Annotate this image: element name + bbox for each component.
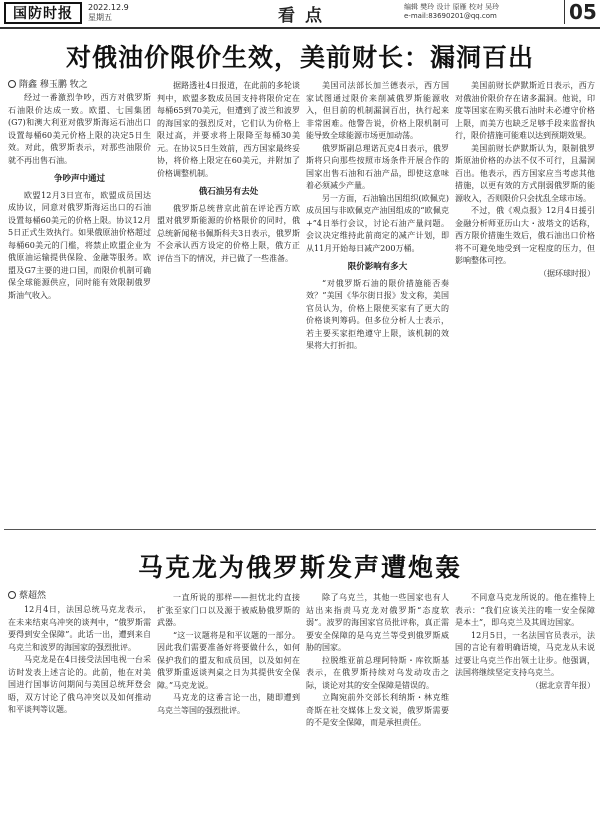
article-divider	[4, 529, 596, 530]
article1-paragraph: 另一方面，石油输出国组织(欧佩克)成员国与非欧佩克产油国组成的“欧佩克+”4日举行会议，讨论石油产量问题。会议决定维持此前商定的减产计划，即从11月开始每日减产200万桶。	[306, 193, 449, 253]
article2-paragraph: “这一议题将是和平议题的一部分。因此我们需要准备好将要做什么，如何保护我们的盟友和成员国，以及如何在俄罗斯重返谈判桌之日为其提供安全保障。”马克龙说。	[157, 630, 300, 690]
article1-paragraph: 美国前财长萨默斯认为，限制俄罗斯原油价格的办法不仅不可行，且漏洞百出。他表示，西方国家应当考虑其他措施，以更有效的方式削弱俄罗斯的能源收入，否则限价只会扰乱全球市场。	[455, 143, 595, 203]
masthead-rule	[0, 27, 600, 29]
editor-names: 编辑 樊玲 设计 原雁 校对 吴玲	[404, 3, 500, 11]
article2-paragraph: 一直所说的那样——担忧北约直接扩张至家门口以及源于被威胁俄罗斯的武器。	[157, 593, 300, 627]
issue-date-value: 2022.12.9	[88, 3, 129, 12]
article2-paragraph: 立陶宛前外交部长利纳斯・林克维奇斯在社交媒体上发文说，俄罗斯需要的不是安全保障，而是承担责任。	[306, 693, 449, 727]
article2-column-1	[8, 604, 151, 824]
article1-paragraph: 欧盟12月3日宣布，欧盟成员国达成协议，同意对俄罗斯海运出口的石油设置每桶60美元的价格上限。协议12月5日正式生效执行。如果俄原油价格超过每桶60美元的门槛，将禁止欧盟企业为俄原油运输提供保险、金融等服务。欧盟及G7主要的进口国，而限价机制可确保全球能源供应，同时能有效限制俄罗斯油气收入。	[8, 190, 151, 300]
article1-paragraph: 美国司法部长加兰德表示，西方国家试图通过限价来削减俄罗斯能源收入，但目前的机制漏洞百出，执行起来非常困难。他警告说，价格上限机制可能导致全球能源市场更加动荡。	[306, 81, 449, 140]
article1-paragraph: “对俄罗斯石油的限价措施能否奏效？”美国《华尔街日报》发文称，美国官员认为，价格上限使买家有了更大的价格谈判筹码。但多位分析人士表示，若主要买家拒绝遵守上限，该机制的效果将大打折扣。	[306, 278, 449, 350]
article1-subhead-1: 争吵声中通过	[53, 174, 105, 184]
newspaper-logo: 国防时报	[4, 2, 82, 24]
article2-column-4	[455, 592, 595, 824]
article1-paragraph: 据路透社4日报道，在此前的多轮谈判中，欧盟多数成员国支持将限价定在每桶65到70美元，但遭到了波兰和波罗的海国家的强烈反对，它们认为价格上限过高，并要求将上限降至每桶30美元。在协议5日生效前，西方国家最终妥协，将价格上限定在60美元，并附加了价格调整机制。	[157, 81, 300, 178]
article1-paragraph: 经过一番激烈争吵，西方对俄罗斯石油限价达成一致。欧盟、七国集团(G7)和澳大利亚对俄罗斯海运石油出口设置每桶60美元价格上限的决定5日生效。对此，俄罗斯表示，对那些油限价就不再出售石油。	[8, 93, 151, 165]
article2-paragraph: 不同意马克龙所说的。他在推特上表示：“我们应该关注的唯一安全保障是本土”，即乌克兰及其周边国家。	[455, 593, 595, 627]
article1-credit: （据环球时报）	[539, 268, 595, 278]
section-title: 看点	[278, 6, 332, 26]
article1-subhead-3: 限价影响有多大	[347, 262, 408, 272]
article2-byline-text: 蔡超然	[19, 591, 47, 601]
article2-byline	[8, 588, 46, 601]
masthead	[0, 0, 600, 28]
byline-marker-icon	[8, 80, 16, 88]
article1-column-1	[8, 92, 151, 526]
article1-subhead-2: 俄石油另有去处	[198, 187, 259, 197]
article1-column-4	[455, 80, 595, 526]
article1-column-2	[157, 80, 300, 526]
article1-headline: 对俄油价限价生效，美前财长：漏洞百出	[65, 43, 534, 72]
article1-paragraph: 俄罗斯副总理诺瓦克4日表示，俄罗斯将只向那些按照市场条件开展合作的国家出售石油和石油产品，即使这意味着必须减少产量。	[306, 143, 449, 190]
article2-paragraph: 12月5日，一名法国官员表示，法国的言论有着明确语境，马克龙从未说过要让乌克兰作出领土让步。他强调，法国将继续坚定支持乌克兰。	[455, 630, 595, 677]
editor-credits	[404, 3, 499, 21]
article2-paragraph: 马克龙的这番言论一出，随即遭到乌克兰等国的强烈批评。	[157, 693, 300, 715]
page-number: 05	[564, 0, 597, 24]
editor-email: e-mail:83690201@qq.com	[404, 12, 497, 20]
article2-column-3	[306, 592, 449, 824]
issue-weekday: 星期五	[88, 13, 112, 22]
article2-credit: （据北京青年报）	[531, 680, 595, 690]
article1-paragraph: 俄罗斯总统普京此前在评论西方欧盟对俄罗斯能源的价格限价的同时，俄总统新闻秘书佩斯科夫3日表示，俄罗斯不会承认西方设定的价格上限，俄方正评估当下的情况，并已做了一些准备。	[157, 203, 300, 263]
article2-paragraph: 马克龙是在4日接受法国电视一台采访时发表上述言论的。此前，他在对美国进行国事访问期间与美国总统拜登会晤，双方讨论了俄乌冲突以及如何推动和平谈判等议题。	[8, 655, 151, 714]
article2-paragraph: 拉脱维亚前总理阿特斯・库钦斯基表示，在俄罗斯持续对乌发动攻击之际，谈论对其的安全保障是错误的。	[306, 655, 449, 690]
article2-paragraph: 除了乌克兰，其他一些国家也有人站出来指责马克龙对俄罗斯“态度软弱”。波罗的海国家官员批评称，真正需要安全保障的是乌克兰等受到俄罗斯威胁的国家。	[306, 593, 449, 652]
article2-headline: 马克龙为俄罗斯发声遭炮轰	[137, 553, 462, 582]
article1-paragraph: 不过，俄《观点报》12月4日援引金融分析师亚历山大・波塔文的话称，西方限价措施生效后，俄石油出口价格将不可避免地受到一定程度的压力，但影响整体可控。	[455, 206, 595, 265]
article2-column-2	[157, 592, 300, 824]
article1-byline	[8, 77, 88, 90]
article1-column-3	[306, 80, 449, 526]
article1-paragraph: 美国前财长萨默斯近日表示，西方对俄油价限价存在诸多漏洞。他说，印度等国家在购买俄石油时未必遵守价格上限，而美方也缺乏足够手段来监督执行，限价措施可能难以达到预期效果。	[455, 81, 595, 140]
article1-byline-text: 隋鑫 穆玉鹏 牧之	[19, 80, 88, 90]
article2-paragraph: 12月4日，法国总统马克龙表示，在未来结束乌冲突的谈判中，“俄罗斯需要得到安全保障”。此话一出，遭到来自乌克兰和波罗的海国家的强烈批评。	[8, 605, 151, 652]
byline-marker-icon	[8, 591, 16, 599]
